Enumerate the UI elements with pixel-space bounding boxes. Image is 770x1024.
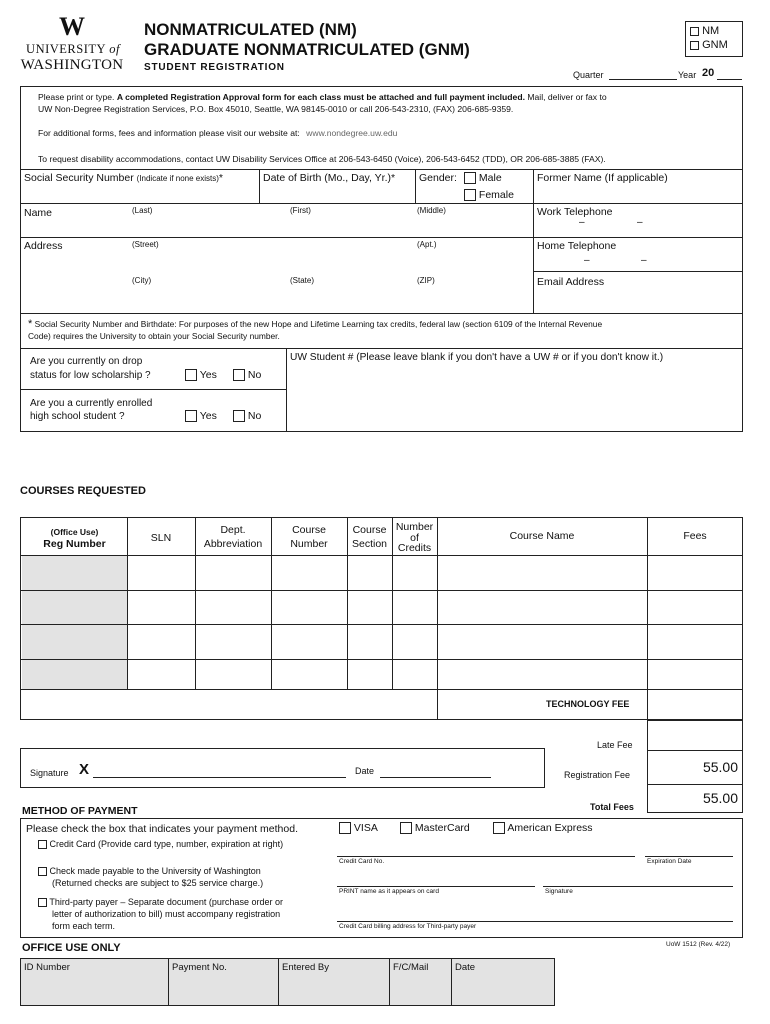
visa-checkbox[interactable] [339, 822, 351, 834]
year-label: Year [678, 70, 697, 80]
expiration-date-label: Expiration Date [647, 858, 692, 865]
total-fees-label: Total Fees [590, 802, 634, 812]
drop-no-checkbox[interactable] [233, 369, 245, 381]
credit-card-number-field[interactable] [337, 856, 635, 857]
grid-line [20, 313, 743, 314]
mastercard-label: MasterCard [414, 822, 470, 834]
third-party-option-3: form each term. [52, 921, 116, 931]
col-header-sln: SLN [150, 532, 172, 544]
amex-option[interactable] [493, 822, 593, 834]
dob-field[interactable] [263, 172, 395, 184]
billing-address-field[interactable] [337, 921, 733, 922]
col-header-reg-number: Reg Number [43, 538, 106, 550]
grid-line [20, 624, 743, 625]
name-label: Name [24, 207, 53, 219]
col-header-office-use: (Office Use) [50, 527, 99, 537]
nm-checkbox[interactable] [690, 27, 699, 36]
nm-label: NM [702, 25, 720, 37]
uw-logo-washington: WASHINGTON [20, 57, 124, 73]
instructions-line2: UW Non-Degree Registration Services, P.O. Box 45010, Seattle, WA 98145-0010 or call 206-543-2310, (FAX) 206-685-9359. [38, 104, 514, 114]
third-party-option-2: letter of authorization to bill) must accompany registration [52, 909, 281, 919]
female-label: Female [478, 189, 514, 201]
ssn-notice-2: Code) requires the University to obtain your Social Security number. [28, 331, 280, 341]
grid-line [20, 389, 286, 390]
form-title-line2: GRADUATE NONMATRICULATED (GNM) [144, 40, 470, 59]
hs-no-option[interactable] [233, 410, 261, 422]
grid-line [20, 555, 743, 556]
col-header-course-section-1: Course [352, 524, 387, 536]
form-subtitle: STUDENT REGISTRATION [144, 62, 285, 73]
col-header-course-number-2: Number [290, 538, 328, 550]
gender-label: Gender: [419, 172, 457, 184]
instructions-line1-rest: Mail, deliver or fax to [524, 92, 607, 102]
grid-line [451, 958, 452, 1006]
total-fees-amount: 55.00 [702, 790, 738, 806]
date-label: Date [355, 766, 375, 776]
work-tel-dash: – [637, 217, 643, 228]
ssn-field[interactable] [24, 172, 223, 184]
credit-card-label: Credit Card (Provide card type, number, expiration at right) [49, 839, 284, 849]
street-field[interactable]: (Street) [132, 240, 159, 249]
grid-line [286, 348, 287, 432]
visa-option[interactable] [339, 822, 378, 834]
instructions-line3 [38, 128, 397, 138]
check-label-1: Check made payable to the University of Washington [49, 866, 261, 876]
home-tel-dash: – [641, 255, 647, 266]
grid-line [415, 169, 416, 203]
col-header-fees: Fees [683, 530, 707, 542]
grid-line [533, 271, 743, 272]
ssn-notice [28, 318, 602, 330]
form-title-line1: NONMATRICULATED (NM) [144, 20, 357, 39]
male-checkbox[interactable] [464, 172, 476, 184]
home-tel-dash: – [584, 255, 590, 266]
grid-line [647, 517, 648, 720]
col-header-dept-2: Abbreviation [203, 538, 263, 550]
technology-fee-label: TECHNOLOGY FEE [546, 699, 630, 709]
hs-no-label: No [247, 410, 262, 422]
office-use-heading: OFFICE USE ONLY [22, 942, 121, 954]
payment-no-label: Payment No. [172, 962, 227, 973]
registration-fee-label: Registration Fee [564, 770, 631, 780]
city-field[interactable]: (City) [132, 276, 152, 285]
third-party-label-1: Third-party payer – Separate document (purchase order or [49, 897, 283, 907]
uw-logo-university-word: UNIVERSITY [26, 42, 106, 56]
website-prompt: For additional forms, fees and information please visit our website at: [38, 128, 300, 138]
gnm-checkbox[interactable] [690, 41, 699, 50]
uw-logo-w: W [59, 12, 85, 41]
mastercard-checkbox[interactable] [400, 822, 412, 834]
hs-yes-label: Yes [199, 410, 217, 422]
opt-gnm[interactable] [690, 39, 728, 51]
middle-name-field[interactable]: (Middle) [417, 206, 446, 215]
mastercard-option[interactable] [400, 822, 470, 834]
ssn-star: * [218, 172, 223, 184]
last-name-field[interactable]: (Last) [132, 206, 153, 215]
ssn-notice-line1: Social Security Number and Birthdate: For purposes of the new Hope and Lifetime Learning tax credits, federal law (section 6109 of the Internal Revenue [34, 319, 603, 329]
hs-question-1: Are you a currently enrolled [30, 398, 153, 409]
card-signature-label: Signature [545, 888, 573, 895]
credit-card-number-label: Credit Card No. [339, 858, 385, 865]
hs-yes-checkbox[interactable] [185, 410, 197, 422]
state-field[interactable]: (State) [290, 276, 315, 285]
gender-female-option[interactable] [464, 189, 514, 201]
apt-field[interactable]: (Apt.) [417, 240, 437, 249]
first-name-field[interactable]: (First) [290, 206, 311, 215]
dob-star: * [390, 172, 396, 184]
grid-line [20, 169, 743, 170]
office-date-label: Date [455, 962, 476, 973]
opt-nm[interactable] [690, 25, 719, 37]
grid-line [20, 348, 743, 349]
print-name-field[interactable] [337, 886, 535, 887]
female-checkbox[interactable] [464, 189, 476, 201]
drop-no-option[interactable] [233, 369, 261, 381]
grid-line [20, 689, 743, 690]
ssn-label: Social Security Number [24, 172, 134, 184]
col-header-credits-3: Credits [397, 542, 432, 554]
payment-instruction: Please check the box that indicates your payment method. [26, 823, 298, 835]
expiration-date-field[interactable] [645, 856, 733, 857]
drop-yes-checkbox[interactable] [185, 369, 197, 381]
grid-line [20, 590, 743, 591]
late-fee-label: Late Fee [597, 740, 633, 750]
address-label: Address [24, 240, 63, 252]
male-label: Male [478, 172, 502, 184]
drop-yes-option[interactable] [185, 369, 217, 381]
third-party-checkbox[interactable] [38, 898, 47, 907]
drop-no-label: No [247, 369, 262, 381]
signature-x: X [79, 761, 90, 778]
entered-by-label: Entered By [282, 962, 329, 973]
third-party-option[interactable] [38, 897, 283, 907]
check-option[interactable] [38, 866, 261, 876]
hs-question-2: high school student ? [30, 411, 125, 422]
grid-line [647, 784, 743, 785]
dob-label: Date of Birth (Mo., Day, Yr.) [263, 172, 391, 184]
print-name-label: PRINT name as it appears on card [339, 888, 439, 895]
gender-male-option[interactable] [464, 172, 502, 184]
id-number-label: ID Number [24, 962, 70, 973]
credit-card-option[interactable] [38, 839, 283, 849]
check-option-2: (Returned checks are subject to $25 service charge.) [52, 878, 264, 888]
grid-line [259, 169, 260, 203]
zip-field[interactable]: (ZIP) [417, 276, 435, 285]
amex-checkbox[interactable] [493, 822, 505, 834]
grid-line [20, 203, 743, 204]
col-header-course-section-2: Section [351, 538, 388, 550]
website-link[interactable]: www.nondegree.uw.edu [306, 128, 398, 138]
hs-no-checkbox[interactable] [233, 410, 245, 422]
grid-line [437, 517, 438, 720]
col-header-dept-1: Dept. [220, 524, 246, 536]
grid-line [647, 750, 743, 751]
payment-heading: METHOD OF PAYMENT [22, 805, 138, 817]
quarter-field[interactable] [609, 79, 677, 80]
fc-mail-label: F/C/Mail [393, 962, 429, 973]
credit-card-checkbox[interactable] [38, 840, 47, 849]
amex-label: American Express [507, 822, 593, 834]
email-field[interactable]: Email Address [537, 276, 605, 288]
instructions-line4: To request disability accommodations, contact UW Disability Services Office at 206-543-6450 (Voice), 206-543-6452 (TDD), OR 206-685-3885 (FAX). [38, 154, 606, 164]
uw-student-number-field[interactable]: UW Student # (Please leave blank if you don't have a UW # or if you don't know it.) [290, 352, 664, 363]
work-telephone-field[interactable]: Work Telephone [537, 206, 613, 218]
instructions-line1-bold: A completed Registration Approval form for each class must be attached and full payment included. [116, 92, 525, 102]
work-tel-dash: – [579, 217, 585, 228]
signature-label: Signature [30, 768, 69, 778]
reg-number-office-column [22, 556, 127, 689]
drop-status-question-1: Are you currently on drop [30, 356, 143, 367]
gnm-label: GNM [702, 39, 728, 51]
signature-date-field[interactable] [380, 777, 491, 778]
ssn-note: (Indicate if none exists) [136, 174, 219, 183]
hs-yes-option[interactable] [185, 410, 217, 422]
signature-field[interactable] [93, 777, 346, 778]
former-name-field[interactable]: Former Name (If applicable) [537, 172, 668, 184]
year-prefix: 20 [702, 67, 715, 79]
year-field[interactable] [717, 79, 742, 80]
form-id: UoW 1512 (Rev. 4/22) [666, 941, 731, 948]
ssn-notice-star: * [28, 318, 33, 330]
col-header-credits-1: Number [395, 521, 434, 533]
col-header-course-name: Course Name [509, 530, 575, 542]
grid-line [278, 958, 279, 1006]
quarter-label: Quarter [573, 70, 604, 80]
signature-box [20, 748, 545, 788]
registration-fee-amount: 55.00 [702, 759, 738, 775]
card-signature-field[interactable] [543, 886, 733, 887]
uw-logo-university [18, 42, 128, 57]
billing-address-label: Credit Card billing address for Third-party payer [339, 923, 477, 930]
grid-line [20, 659, 743, 660]
instructions-line1-plain: Please print or type. [38, 92, 117, 102]
col-header-course-number-1: Course [292, 524, 326, 536]
grid-line [20, 237, 743, 238]
visa-label: VISA [353, 822, 378, 834]
courses-heading: COURSES REQUESTED [20, 485, 146, 497]
drop-status-question-2: status for low scholarship ? [30, 370, 151, 381]
grid-line [168, 958, 169, 1006]
drop-yes-label: Yes [199, 369, 217, 381]
instructions-line1 [38, 92, 607, 102]
check-checkbox[interactable] [38, 867, 47, 876]
col-header-credits-2: of [410, 532, 419, 544]
grid-line [533, 169, 534, 313]
grid-line [389, 958, 390, 1006]
home-telephone-field[interactable]: Home Telephone [537, 240, 617, 252]
uw-logo-of: of [109, 42, 120, 56]
